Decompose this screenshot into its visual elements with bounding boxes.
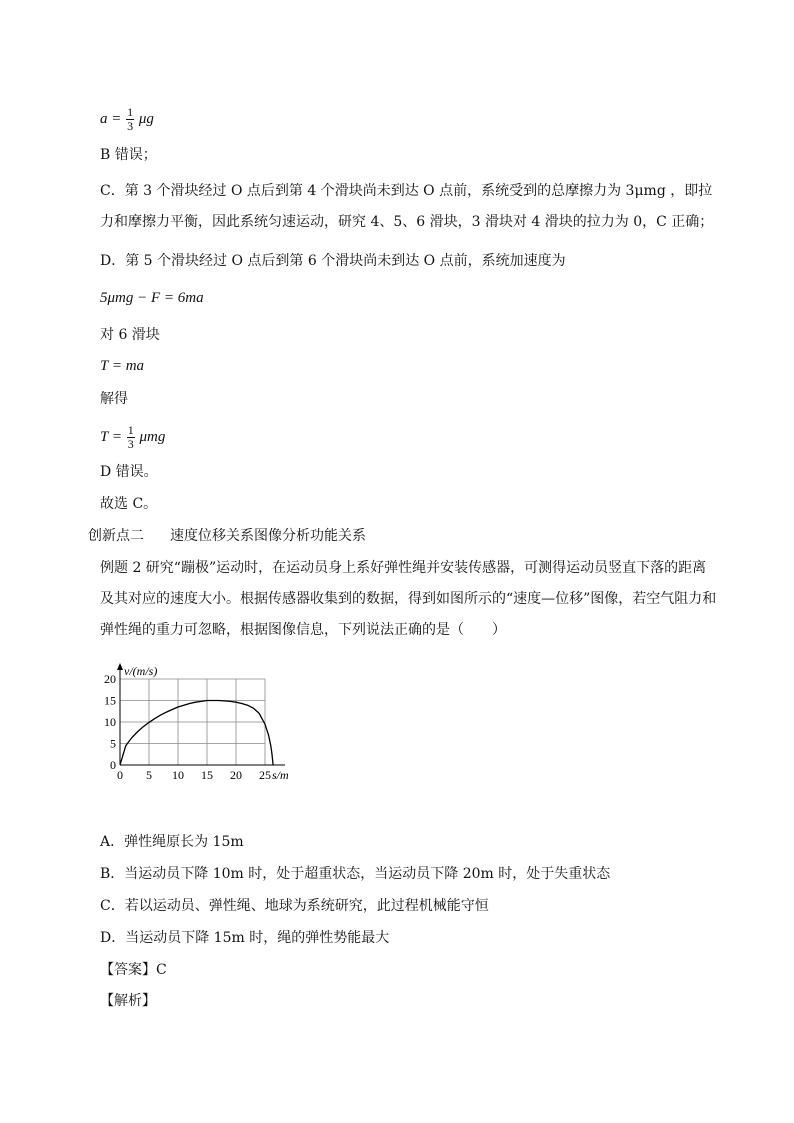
fraction: $\frac{1}{3}$ (127, 423, 134, 451)
heading-title: 速度位移关系图像分析功能关系 (170, 528, 366, 544)
option-d: D．当运动员下降 15m 时，绳的弹性势能最大 (100, 930, 390, 946)
x-tick-label: 15 (201, 768, 213, 782)
choose-text: 故选 C。 (100, 496, 158, 512)
y-tick-label: 0 (110, 758, 116, 772)
x-tick-label: 20 (230, 768, 242, 782)
option-a: A．弹性绳原长为 15m (100, 834, 244, 850)
y-tick-label: 20 (104, 672, 116, 686)
solve-text: 解得 (100, 391, 128, 407)
y-tick-label: 15 (104, 693, 116, 708)
b-wrong-text: B 错误； (100, 147, 157, 163)
formula-t-ma: T = ma (100, 358, 145, 374)
answer: 【答案】C (100, 962, 167, 978)
y-axis-label: v/(m/s) (124, 664, 158, 678)
series-line-velocity (120, 701, 273, 766)
d-wrong-text: D 错误。 (100, 464, 158, 480)
analysis-label: 【解析】 (100, 993, 156, 1009)
formula-t-result: T = $\frac{1}{3}$ μmg (100, 423, 166, 451)
y-tick-label: 5 (110, 736, 116, 751)
heading-label: 创新点二 (88, 528, 144, 544)
chart-grid (120, 679, 265, 765)
fraction: $\frac{1}{3}$ (127, 105, 134, 133)
x-tick-label: 10 (172, 768, 184, 782)
y-tick-label: 10 (104, 715, 116, 729)
section-heading (88, 525, 366, 545)
x-axis-label: s/m (272, 768, 289, 782)
formula-a: a = $\frac{1}{3}$ μg (100, 105, 154, 133)
velocity-displacement-chart (95, 650, 310, 785)
x-tick-label: 0 (117, 768, 123, 782)
option-c: C．若以运动员、弹性绳、地球为系统研究，此过程机械能守恒 (100, 898, 489, 914)
y-axis-arrow (117, 663, 123, 670)
for-block-6-text: 对 6 滑块 (100, 327, 160, 343)
x-tick-label: 5 (146, 768, 152, 782)
formula-5mumg: 5μmg − F = 6ma (100, 290, 204, 306)
example-paragraph: 例题 2 研究“蹦极”运动时，在运动员身上系好弹性绳并安装传感器，可测得运动员竖直下落的距离及其对应的速度大小。根据传感器收集到的数据，得到如图所示的“速度—位移”图像，若空气阻力和弹性绳的重力可忽略，根据图像信息，下列说法正确的是（ ） (100, 560, 717, 638)
option-c-paragraph: C．第 3 个滑块经过 O 点后到第 4 个滑块尚未到达 O 点前，系统受到的总摩擦力为 3μmg ，即拉力和摩擦力平衡，因此系统匀速运动，研究 4、5、6 滑块，3 滑块对 4 滑块的拉力为 0，C 正确； (100, 183, 714, 230)
x-tick-label: 25 (259, 768, 271, 782)
option-d-paragraph: D．第 5 个滑块经过 O 点后到第 6 个滑块尚未到达 O 点前，系统加速度为 (100, 253, 566, 269)
option-b: B．当运动员下降 10m 时，处于超重状态，当运动员下降 20m 时，处于失重状态 (100, 866, 611, 882)
